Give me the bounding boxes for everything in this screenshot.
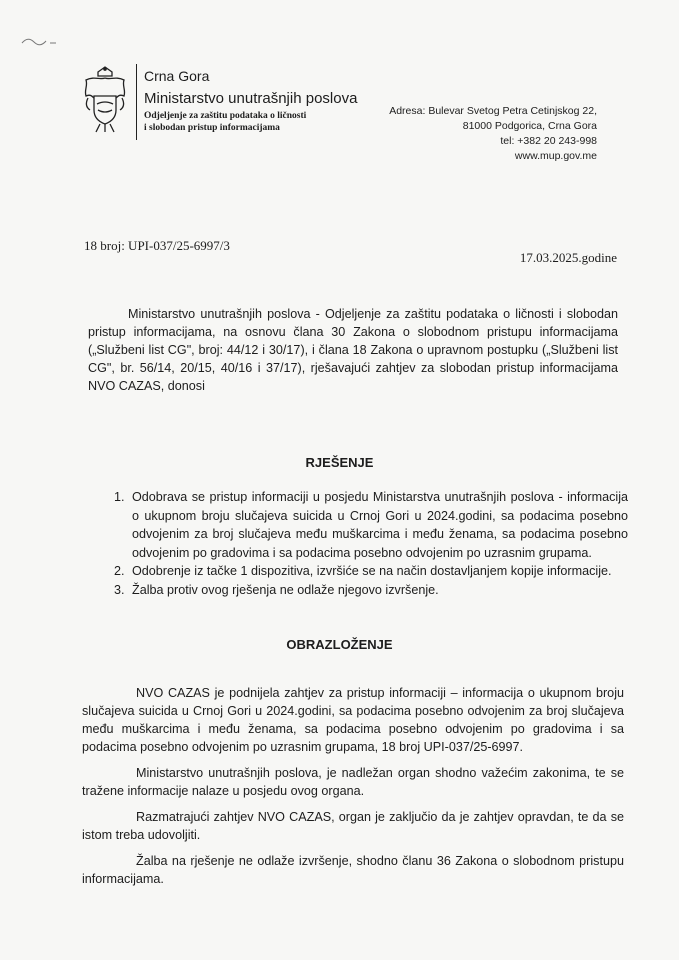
address-city: 81000 Podgorica, Crna Gora xyxy=(462,120,597,132)
decision-item: 3. Žalba protiv ovog rješenja ne odlaže njegovo izvršenje. xyxy=(128,581,628,600)
address-street: Adresa: Bulevar Svetog Petra Cetinjskog 22, xyxy=(389,105,597,117)
pen-mark-icon xyxy=(20,34,60,48)
reasoning-paragraph: NVO CAZAS je podnijela zahtjev za pristup informaciji – informacija o ukupnom broju slučajeva suicida u Crnoj Gori u 2024.godini, sa podacima posebno odvojenim za broj slučajeva među muškarcima i među ženama, sa podacima posebno odvojenim po gradovima i sa podacima posebno odvojenim po uzrasnim grupama, 18 broj UPI-037/25-6997. xyxy=(82,686,624,754)
address-phone: tel: +382 20 243-998 xyxy=(500,135,597,147)
registration-number: 18 broj: UPI-037/25-6997/3 xyxy=(84,238,230,253)
document-date: 17.03.2025.godine xyxy=(519,250,617,265)
department-line-1: Odjeljenje za zaštitu podataka o ličnosti xyxy=(144,111,307,121)
decision-list xyxy=(112,488,628,600)
ministry-name: Ministarstvo unutrašnjih poslova xyxy=(144,90,358,107)
reasoning-paragraph: Ministarstvo unutrašnjih poslova, je nadležan organ shodno važećim zakonima, te se tražene informacije nalaze u posjedu ovog organa. xyxy=(82,766,624,798)
header-divider xyxy=(136,64,137,140)
decision-item: 1. Odobrava se pristup informaciji u posjedu Ministarstva unutrašnjih poslova - informacija o ukupnom broju slučajeva suicida u Crnoj Gori u 2024.godini, sa podacima posebno odvojenim za broj slučajeva među muškarcima i među ženama, sa podacima posebno odvojenim po gradovima i sa podacima posebno odvojenim po uzrasnim grupama. xyxy=(128,488,628,562)
department-line-2: i slobodan pristup informacijama xyxy=(144,123,280,133)
coat-of-arms-icon xyxy=(80,66,130,134)
intro-paragraph: Ministarstvo unutrašnjih poslova - Odjeljenje za zaštitu podataka o ličnosti i slobodan pristup informacijama, na osnovu člana 30 Zakona o slobodnom pristupu informacijama („Službeni list CG", broj: 44/12 i 30/17), i člana 18 Zakona o upravnom postupku („Službeni list CG", br. 56/14, 20/15, 40/16 i 37/17), rješavajući zahtjev za slobodan pristup informacijama NVO CAZAS, donosi xyxy=(88,307,618,393)
reasoning-body xyxy=(82,684,624,896)
decision-title: RJEŠENJE xyxy=(305,455,374,470)
address-website: www.mup.gov.me xyxy=(514,150,597,162)
reasoning-paragraph: Razmatrajući zahtjev NVO CAZAS, organ je zaključio da je zahtjev opravdan, te da se istom treba udovoljiti. xyxy=(82,810,624,842)
department-name xyxy=(144,110,364,134)
reasoning-paragraph: Žalba na rješenje ne odlaže izvršenje, shodno članu 36 Zakona o slobodnom pristupu informacijama. xyxy=(82,854,624,886)
country-name: Crna Gora xyxy=(144,68,210,84)
reasoning-title: OBRAZLOŽENJE xyxy=(286,637,393,652)
address-block xyxy=(389,104,597,164)
decision-item: 2. Odobrenje iz tačke 1 dispozitiva, izvršiće se na način dostavljanjem kopije informacije. xyxy=(128,562,628,581)
